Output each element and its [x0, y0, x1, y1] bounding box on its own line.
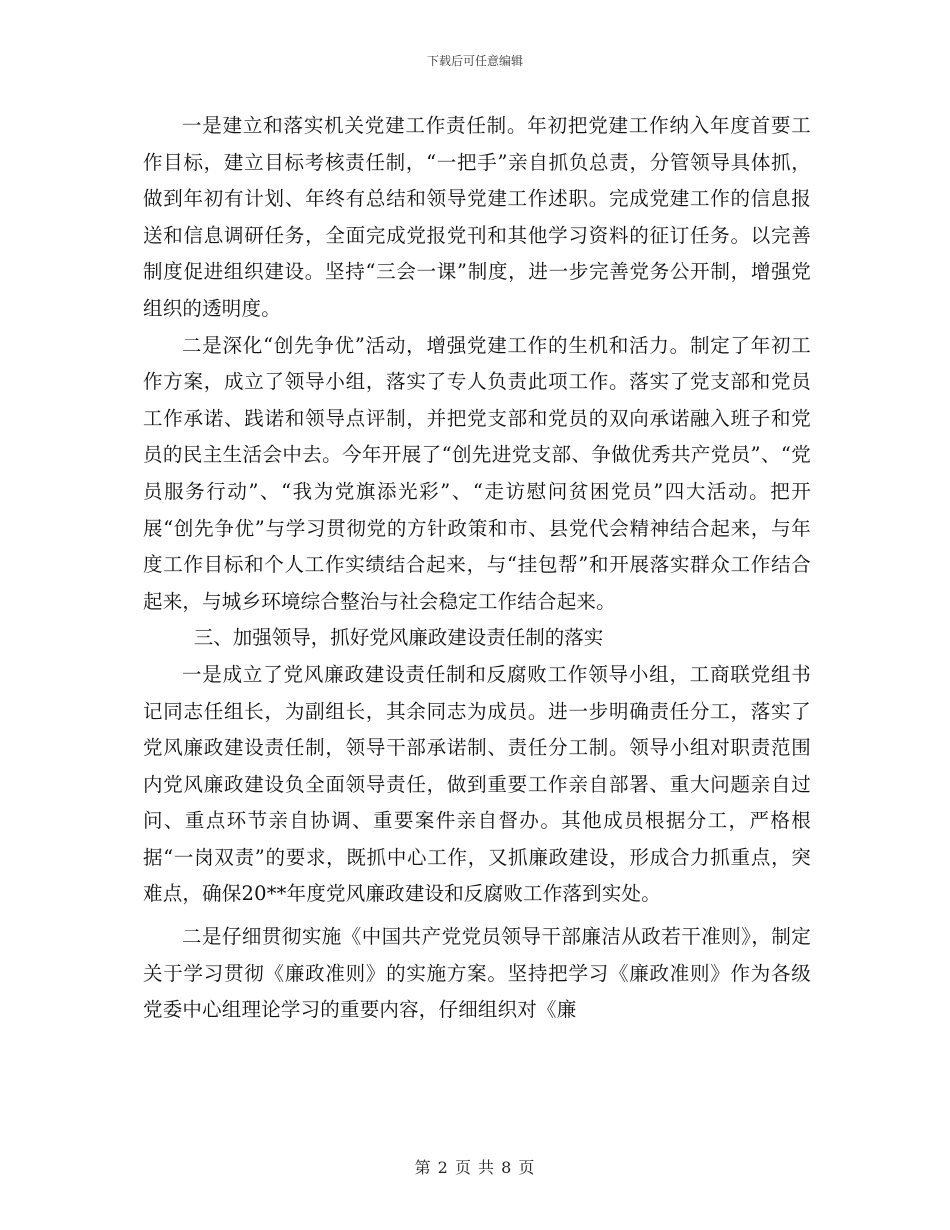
paragraph-anti-corruption-group: 一是成立了党风廉政建设责任制和反腐败工作领导小组，工商联党组书记同志任组长，为副组长，其余同志为成员。进一步明确责任分工，落实了党风廉政建设责任制，领导干部承诺制、责任分工制。领导小组对职责范围内党风廉政建设负全面领导责任，做到重要工作亲自部署、重大问题亲自过问、重点环节亲自协调、重要案件亲自督办。其他成员根据分工，严格根据“一岗双责”的要求，既抓中心工作，又抓廉政建设，形成合力抓重点，突难点，确保20**年度党风廉政建设和反腐败工作落到实处。	[143, 662, 811, 906]
header-note: 下载后可任意编辑	[426, 54, 523, 68]
paragraph-excellence-campaign: 二是深化“创先争优”活动，增强党建工作的生机和活力。制定了年初工作方案，成立了领导小组，落实了专人负责此项工作。落实了党支部和党员工作承诺、践诺和领导点评制，并把党支部和党员的双向承诺融入班子和党员的民主生活会中去。今年开展了“创先进党支部、争做优秀共产党员”、“党员服务行动”、“我为党旗添光彩”、“走访慰问贫困党员”四大活动。把开展“创先争优”与学习贯彻党的方针政策和市、县党代会精神结合起来，与年度工作目标和个人工作实绩结合起来，与“挂包帮”和开展落实群众工作结合起来，与城乡环境综合整治与社会稳定工作结合起来。	[143, 333, 811, 613]
page-number: 第 2 页 共 8 页	[414, 1158, 536, 1177]
document-body	[143, 108, 811, 1029]
paragraph-integrity-guidelines: 二是仔细贯彻实施《中国共产党党员领导干部廉洁从政若干准则》，制定关于学习贯彻《廉政准则》的实施方案。坚持把学习《廉政准则》作为各级党委中心组理论学习的重要内容，仔细组织对《廉	[143, 925, 811, 1022]
paragraph-party-building-responsibility: 一是建立和落实机关党建工作责任制。年初把党建工作纳入年度首要工作目标，建立目标考核责任制，“一把手”亲自抓负总责，分管领导具体抓，做到年初有计划、年终有总结和领导党建工作述职。完成党建工作的信息报送和信息调研任务，全面完成党报党刊和其他学习资料的征订任务。以完善制度促进组织建设。坚持“三会一课”制度，进一步完善党务公开制，增强党组织的透明度。	[143, 114, 811, 320]
section-heading: 三、加强领导，抓好党风廉政建设责任制的落实	[193, 626, 604, 650]
